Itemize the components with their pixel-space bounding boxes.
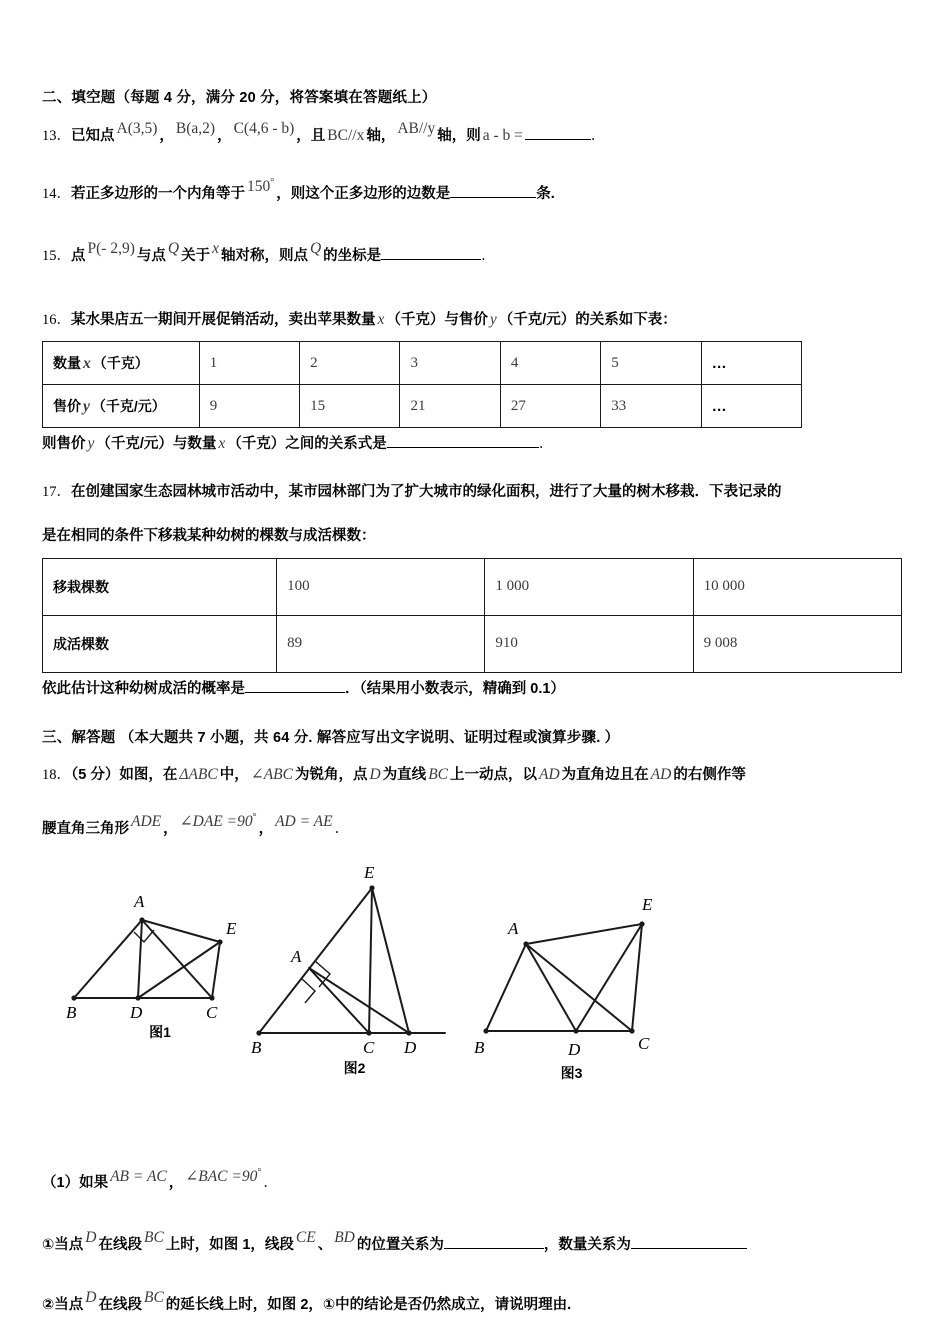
table-cell: 1 — [199, 342, 299, 385]
table-cell: 9 008 — [693, 615, 901, 672]
table-cell: 89 — [277, 615, 485, 672]
q16-var-x: x — [377, 310, 385, 328]
figure-2-label-e: E — [364, 863, 375, 883]
page-content — [42, 88, 910, 1317]
price-label-pre: 售价 — [53, 398, 81, 415]
tree-survival-table — [42, 558, 902, 673]
figure-3-label-c: C — [638, 1034, 650, 1054]
figure-3-label-e: E — [642, 895, 653, 915]
q16-answer-blank[interactable] — [387, 434, 539, 448]
item-1-text-4: 、 — [317, 1237, 333, 1254]
q14-text-2: ，则这个正多边形的边数是 — [276, 186, 451, 203]
question-16-followup — [42, 432, 910, 456]
q18-ad-equals-ae: AD = AE — [275, 812, 333, 830]
table-row — [43, 615, 902, 672]
q18-text-2: 中， — [219, 766, 249, 783]
q13-axis-1: 轴， — [366, 128, 396, 145]
q13-comma-1: ， — [159, 128, 174, 145]
q13-axis-2: 轴，则 — [437, 128, 481, 145]
q18-angle-abc: ∠ABC — [250, 765, 293, 783]
q13-condition-ab: AB//y — [397, 120, 436, 138]
price-label-post: （千克/元） — [91, 398, 166, 415]
question-15-number: 15． — [42, 247, 71, 264]
item-2-text-2: 在线段 — [98, 1297, 142, 1314]
q18-triangle-abc: ΔABC — [179, 765, 218, 783]
question-13 — [42, 120, 910, 148]
figure-1-label-d: D — [130, 1003, 143, 1021]
part-1-ab-equals-ac: AB = AC — [110, 1167, 167, 1185]
figure-3-label-b: B — [474, 1038, 485, 1058]
table-cell: … — [701, 385, 801, 428]
table-row — [43, 558, 902, 615]
q15-text-3: 关于 — [181, 247, 211, 264]
q15-tail: ． — [481, 247, 496, 264]
q18-text-1: 如图，在 — [119, 766, 178, 783]
item-1-answer-blank-position[interactable] — [444, 1235, 544, 1249]
figure-3-label-d: D — [568, 1040, 581, 1060]
q14-text-1: 若正多边形的一个内角等于 — [71, 186, 245, 203]
figure-2-caption: 图2 — [343, 1060, 366, 1077]
q18-text-6: 为直角边且在 — [561, 766, 649, 783]
figure-2-label-b: B — [251, 1038, 262, 1057]
item-2-text-3: 的延长线上时，如图 2，①中的结论是否仍然成立，请说明理由. — [165, 1297, 572, 1314]
question-13-number: 13． — [42, 128, 71, 145]
table-cell: 3 — [400, 342, 500, 385]
item-1-text-2: 在线段 — [98, 1237, 142, 1254]
q17-text-line-1: 在创建国家生态园林城市活动中，某市园林部门为了扩大城市的绿化面积，进行了大量的树木移栽．下表记录的 — [71, 484, 782, 501]
point-b: B(a,2) — [175, 120, 216, 138]
table-cell: 4 — [500, 342, 600, 385]
q15-answer-blank[interactable] — [381, 246, 481, 260]
figure-2-label-d: D — [404, 1038, 417, 1057]
q13-mid: 且 — [310, 128, 326, 145]
table-cell: 15 — [300, 385, 400, 428]
q17-answer-blank[interactable] — [245, 679, 345, 693]
item-1-text-5: 的位置关系为 — [356, 1237, 444, 1254]
question-18-score: （5 分） — [71, 766, 120, 783]
table-cell: … — [701, 342, 801, 385]
item-2-seg-bc: BC — [143, 1289, 164, 1307]
q15-text-1: 点 — [71, 247, 86, 264]
figure-1 — [60, 880, 260, 1042]
item-2-marker: ② — [42, 1297, 55, 1314]
q13-expression: a - b = — [482, 127, 523, 145]
figure-2-label-c: C — [363, 1038, 375, 1057]
question-13-lead: 已知点 — [71, 128, 115, 145]
q14-text-3: 条. — [536, 186, 555, 203]
q16-follow-x: x — [218, 435, 226, 453]
table-row-header-survived: 成活棵数 — [43, 615, 277, 672]
part-1-comma: ， — [168, 1175, 184, 1192]
question-18-line-2 — [42, 811, 910, 841]
table-cell: 21 — [400, 385, 500, 428]
q13-comma-3: ， — [296, 128, 311, 145]
q18-seg-ad-1: AD — [539, 765, 560, 783]
question-18-number: 18． — [42, 766, 71, 783]
item-1-seg-ce: CE — [295, 1229, 316, 1247]
q13-comma-2: ， — [217, 128, 232, 145]
q15-text-5: 的坐标是 — [323, 247, 382, 264]
point-p: P(- 2,9) — [87, 239, 135, 257]
item-1-text-6: ，数量关系为 — [543, 1237, 631, 1254]
q18-text-3: 为锐角，点 — [294, 766, 368, 783]
question-17-line-2 — [42, 526, 910, 548]
table-cell: 2 — [300, 342, 400, 385]
table-cell: 5 — [601, 342, 701, 385]
question-14 — [42, 177, 910, 206]
q16-var-y: y — [489, 310, 497, 328]
question-14-number: 14． — [42, 186, 71, 203]
q18-text-7: 的右侧作等 — [673, 766, 746, 783]
table-cell: 1 000 — [485, 558, 693, 615]
q16-text-3: （千克/元）的关系如下表： — [498, 311, 677, 328]
question-17-followup — [42, 679, 910, 701]
figure-2-drawing — [247, 858, 462, 1056]
q18-seg-ad-2: AD — [650, 765, 672, 783]
item-1-answer-blank-quantity[interactable] — [631, 1235, 747, 1249]
q14-answer-blank[interactable] — [450, 184, 536, 198]
table-row-header-quantity — [43, 342, 200, 385]
table-row — [43, 342, 802, 385]
figure-2-label-a: A — [291, 947, 302, 967]
figure-1-label-e: E — [226, 919, 237, 939]
quantity-var: x — [83, 355, 91, 373]
q18-point-d: D — [369, 765, 381, 783]
table-cell: 27 — [500, 385, 600, 428]
figure-3-label-a: A — [508, 919, 519, 939]
q18-line-bc: BC — [428, 765, 448, 783]
q18-text-4: 为直线 — [382, 766, 427, 783]
q16-follow-tail: ． — [538, 436, 554, 453]
figure-1-label-a: A — [134, 892, 145, 912]
q17-follow-pre: 依此估计这种幼树成活的概率是 — [42, 680, 245, 697]
question-17-line-1 — [42, 482, 910, 504]
table-cell: 9 — [199, 385, 299, 428]
figure-3-drawing — [464, 876, 679, 1061]
question-16-number: 16． — [42, 311, 71, 328]
item-1-point-d: D — [85, 1229, 97, 1247]
item-1-seg-bc: BC — [143, 1229, 164, 1247]
table-row-header-price — [43, 385, 200, 428]
part-1-text: 如果 — [79, 1175, 109, 1192]
q13-answer-blank[interactable] — [525, 126, 591, 140]
table-row-header-transplanted: 移栽棵数 — [43, 558, 277, 615]
q16-follow-pre: 则售价 — [42, 436, 86, 453]
q18-line2-comma-1: ， — [163, 820, 178, 837]
figure-2 — [247, 858, 462, 1078]
q18-triangle-ade: ADE — [131, 812, 162, 830]
point-q-2: Q — [309, 239, 322, 257]
section-3-heading: 三、解答题 （本大题共 7 小题，共 64 分. 解答应写出文字说明、证明过程或演算步骤. ） — [42, 730, 620, 747]
question-18-part-1 — [42, 1166, 910, 1195]
table-cell: 910 — [485, 615, 693, 672]
figure-1-caption: 图1 — [149, 1024, 171, 1041]
figure-3 — [464, 876, 679, 1083]
q16-follow-mid: （千克/元）与数量 — [96, 436, 217, 453]
q17-follow-post: ．（结果用小数表示，精确到 0.1） — [345, 680, 565, 697]
figure-3-caption: 图3 — [560, 1065, 583, 1082]
q16-follow-y: y — [87, 435, 95, 453]
part-1-tail: ． — [263, 1175, 278, 1192]
q18-angle-dae: ∠DAE =90° — [179, 811, 257, 830]
quantity-label-post: （千克） — [92, 355, 149, 372]
point-c: C(4,6 - b) — [233, 120, 295, 138]
q16-text-1: 某水果店五一期间开展促销活动，卖出苹果数量 — [71, 311, 376, 328]
q15-text-4: 轴对称，则点 — [220, 247, 308, 264]
q15-text-2: 与点 — [136, 247, 166, 264]
item-1-text-1: 当点 — [54, 1237, 84, 1254]
question-18-item-1 — [42, 1229, 910, 1257]
point-a: A(3,5) — [116, 120, 158, 138]
item-2-text-1: 当点 — [54, 1297, 84, 1314]
item-1-text-3: 上时，如图 1，线段 — [165, 1237, 294, 1254]
price-var: y — [83, 398, 90, 416]
figure-1-drawing — [60, 880, 260, 1020]
part-1-label: （1） — [42, 1175, 80, 1192]
item-1-seg-bd: BD — [334, 1229, 355, 1247]
q13-condition-bc: BC//x — [327, 127, 365, 145]
question-16 — [42, 308, 910, 332]
table-row — [43, 385, 802, 428]
figure-1-label-b: B — [66, 1003, 77, 1021]
figure-group — [42, 858, 910, 1133]
section-2-heading: 二、填空题（每题 4 分，满分 20 分，将答案填在答题纸上） — [42, 90, 437, 106]
q18-line2-comma-2: ， — [258, 820, 274, 837]
point-q-1: Q — [167, 239, 180, 257]
item-2-point-d: D — [85, 1289, 97, 1307]
question-17-number: 17． — [42, 484, 71, 501]
item-1-marker: ① — [42, 1237, 55, 1254]
question-18-line-1 — [42, 763, 910, 787]
question-18-item-2 — [42, 1289, 910, 1317]
table-cell: 33 — [601, 385, 701, 428]
figure-1-label-c: C — [206, 1003, 218, 1021]
q14-angle-value: 150° — [247, 177, 275, 196]
q15-axis-x: x — [212, 239, 219, 257]
table-cell: 100 — [277, 558, 485, 615]
quantity-label-pre: 数量 — [53, 355, 81, 372]
q18-line2-pre: 腰直角三角形 — [42, 820, 129, 837]
q18-line2-tail: ． — [334, 820, 350, 837]
q13-tail: ． — [590, 128, 606, 145]
q17-text-line-2: 是在相同的条件下移栽某种幼树的棵数与成活棵数： — [42, 527, 376, 544]
q18-text-5: 上一动点，以 — [450, 766, 537, 783]
q16-text-2: （千克）与售价 — [386, 311, 488, 328]
table-cell: 10 000 — [693, 558, 901, 615]
part-1-angle-bac: ∠BAC =90° — [185, 1166, 262, 1185]
question-15 — [42, 239, 910, 268]
q16-follow-post: （千克）之间的关系式是 — [227, 436, 387, 453]
apple-price-table — [42, 341, 802, 428]
